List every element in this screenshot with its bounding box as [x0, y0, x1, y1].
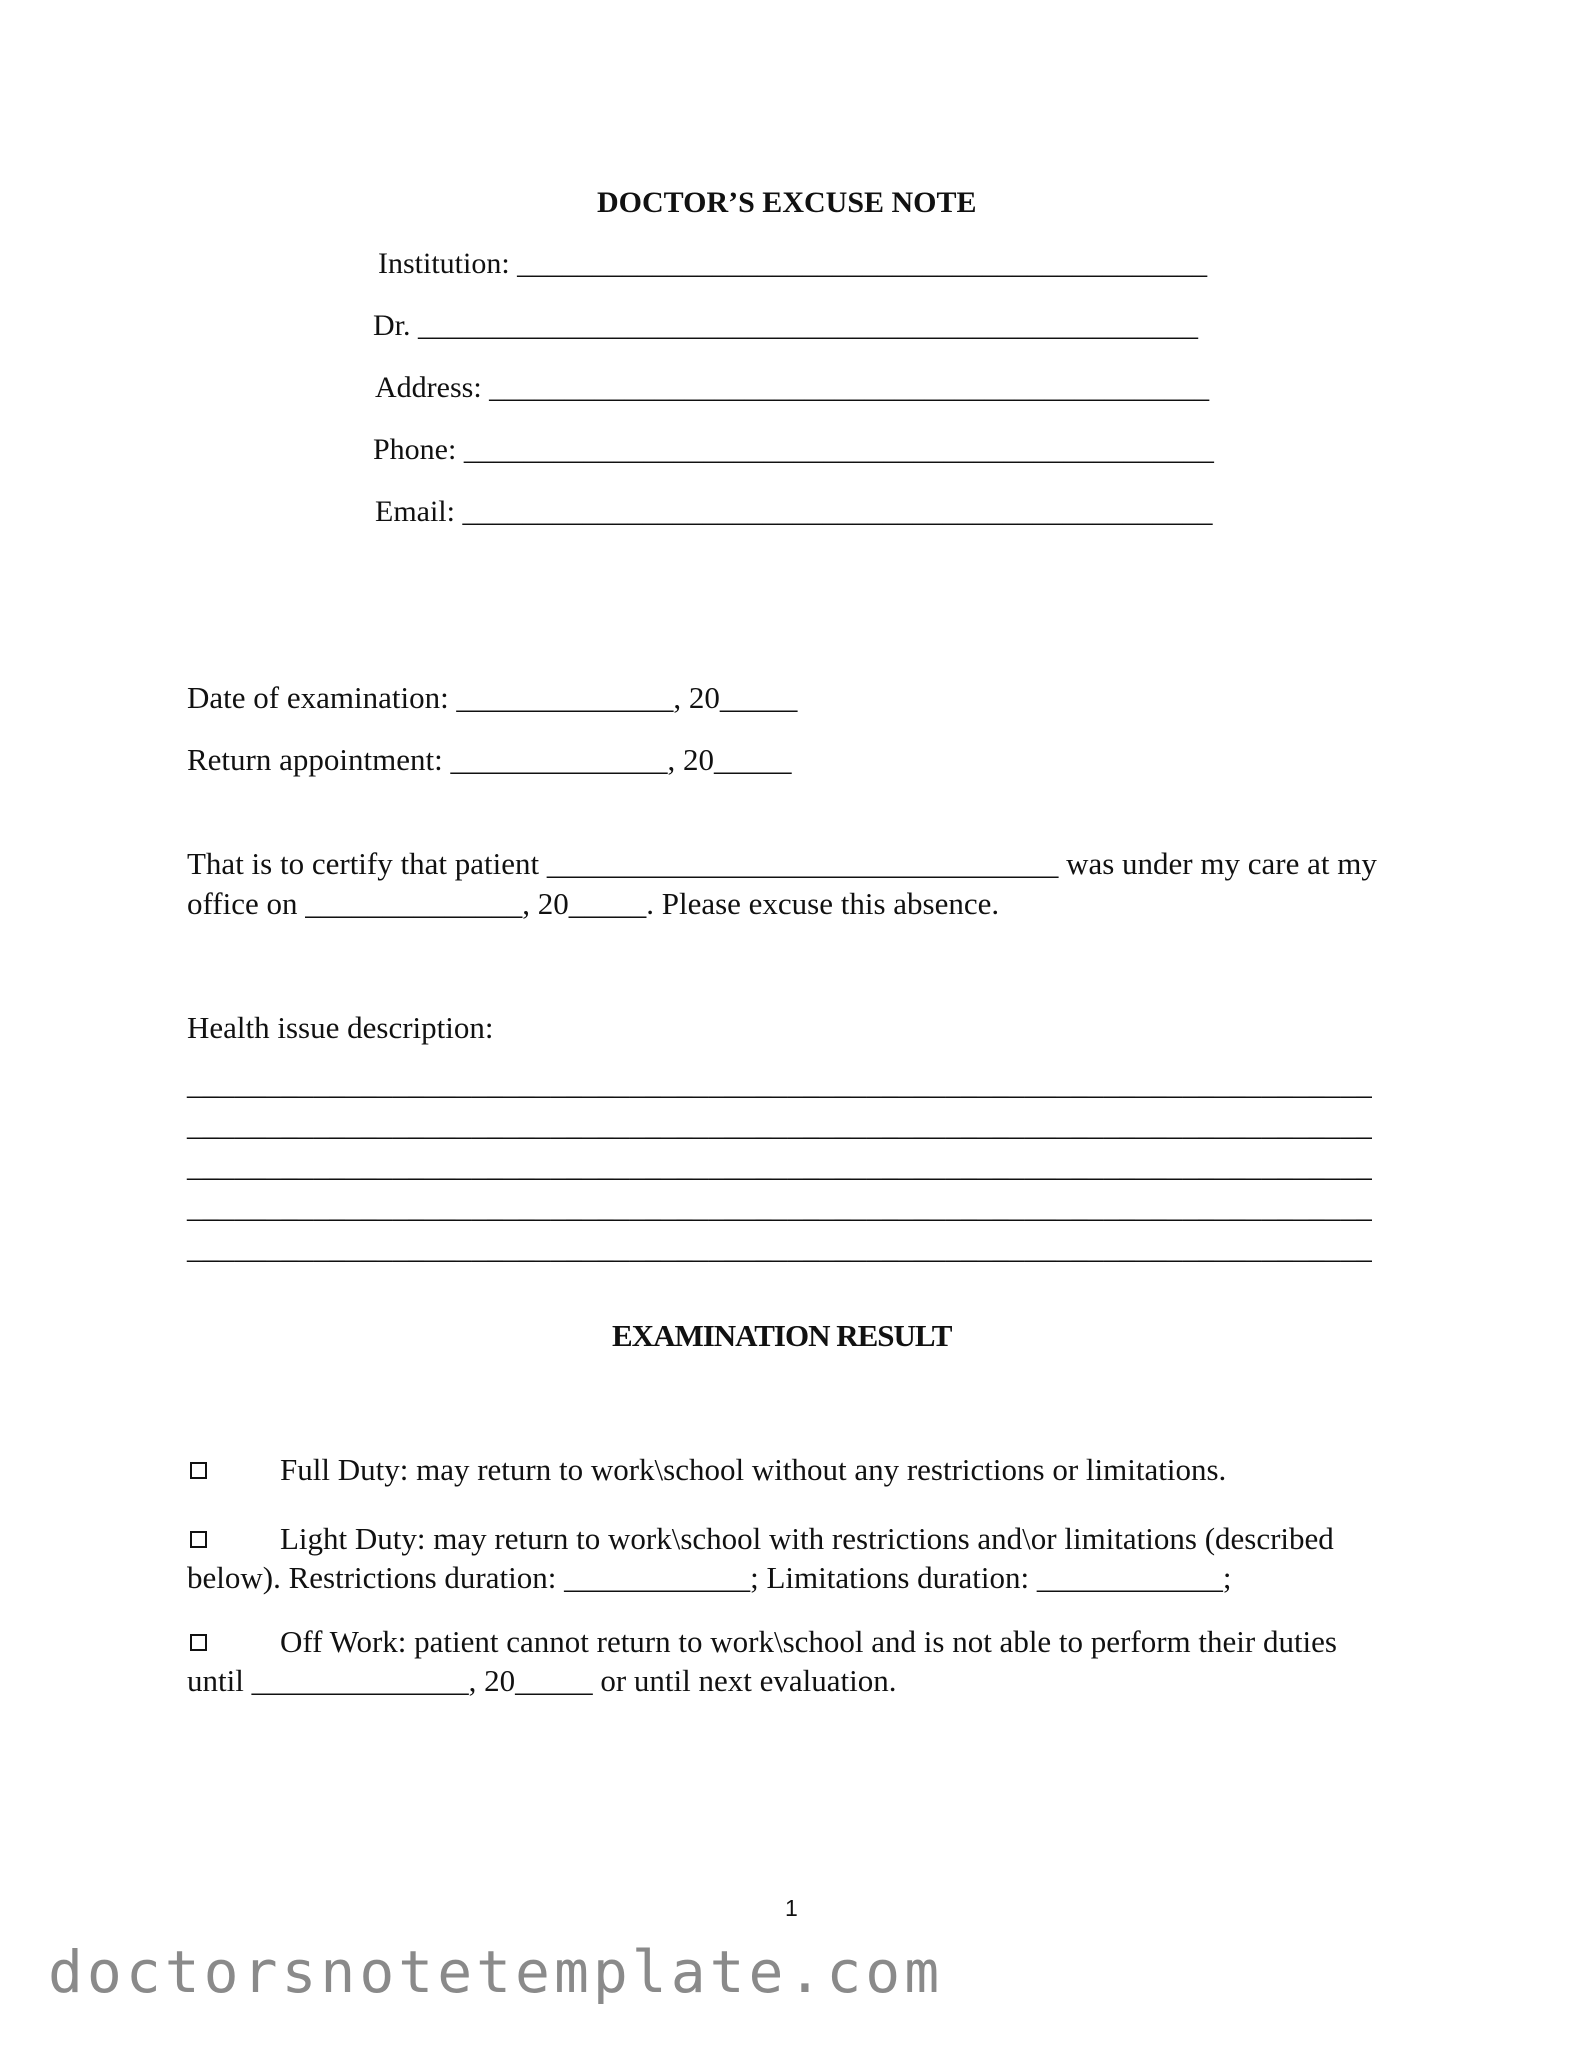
- health-issue-line: ___________________________________________________________________________: [187, 1230, 1372, 1265]
- health-issue-line: ___________________________________________________________________________: [187, 1148, 1372, 1183]
- certify-line-2: office on ______________, 20_____. Please excuse this absence.: [187, 886, 1000, 921]
- phone-field: Phone: __________________________________________________: [373, 433, 1214, 466]
- site-watermark: doctorsnotetemplate.com: [48, 1938, 944, 2006]
- light-duty-option-line-1: Light Duty: may return to work\school with restrictions and\or limitations (described: [280, 1521, 1334, 1556]
- email-field: Email: __________________________________________________: [375, 495, 1213, 528]
- doctor-field: Dr. ____________________________________________________: [373, 309, 1198, 342]
- institution-field: Institution: ______________________________________________: [378, 247, 1208, 280]
- return-appointment-field: Return appointment: ______________, 20_____: [187, 742, 792, 777]
- light-duty-checkbox-icon[interactable]: [190, 1531, 207, 1548]
- off-work-option-line-2: until ______________, 20_____ or until next evaluation.: [187, 1663, 897, 1698]
- light-duty-option-line-2: below). Restrictions duration: ____________; Limitations duration: ____________;: [187, 1560, 1232, 1595]
- health-issue-line: ___________________________________________________________________________: [187, 1066, 1372, 1101]
- certify-line-1: That is to certify that patient _________________________________ was under my care at my: [187, 846, 1377, 881]
- health-issue-line: ___________________________________________________________________________: [187, 1189, 1372, 1224]
- address-field: Address: ________________________________________________: [375, 371, 1210, 404]
- full-duty-checkbox-icon[interactable]: [190, 1462, 207, 1479]
- off-work-option-line-1: Off Work: patient cannot return to work\school and is not able to perform their duties: [280, 1624, 1337, 1659]
- health-issue-label: Health issue description:: [187, 1010, 494, 1045]
- off-work-checkbox-icon[interactable]: [190, 1634, 207, 1651]
- document-title: DOCTOR’S EXCUSE NOTE: [597, 186, 977, 219]
- page-number: 1: [785, 1895, 798, 1921]
- health-issue-line: ___________________________________________________________________________: [187, 1107, 1372, 1142]
- examination-result-heading: EXAMINATION RESULT: [612, 1318, 952, 1353]
- examination-date-field: Date of examination: ______________, 20_____: [187, 680, 798, 715]
- full-duty-option: Full Duty: may return to work\school without any restrictions or limitations.: [280, 1452, 1227, 1487]
